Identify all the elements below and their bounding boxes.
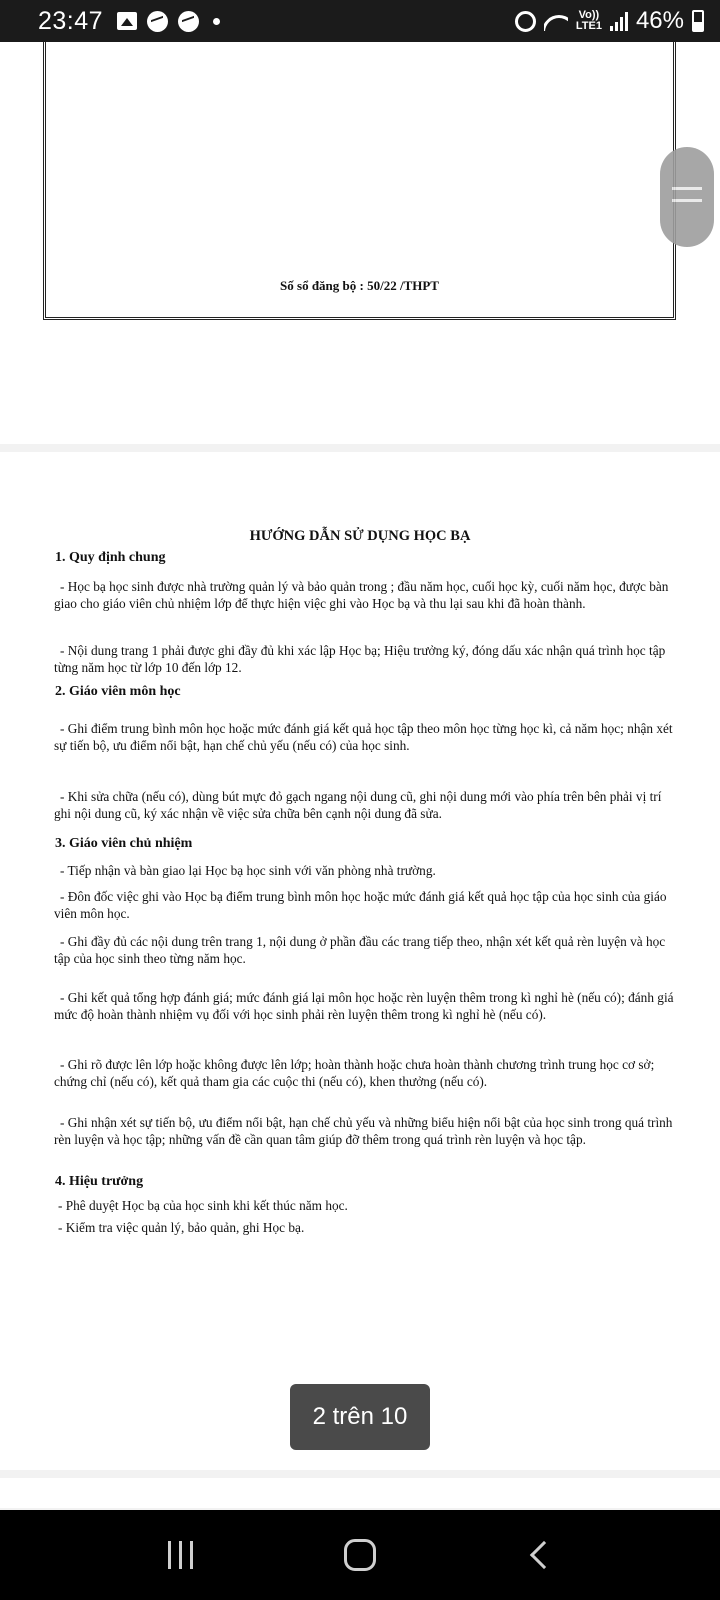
paragraph: - Nội dung trang 1 phải được ghi đầy đủ khi xác lập Học bạ; Hiệu trưởng ký, đóng dấu xác nhận quá trình học tập từng năm học từ lớp 10 đến lớp 12. xyxy=(54,643,666,675)
recent-apps-button[interactable] xyxy=(150,1530,210,1580)
network-label-bottom: LTE1 xyxy=(575,20,602,32)
document-title: HƯỚNG DẪN SỬ DỤNG HỌC BẠ xyxy=(249,528,471,544)
paragraph: - Ghi kết quả tổng hợp đánh giá; mức đánh giá lại môn học hoặc rèn luyện thêm trong kì nghỉ hè (nếu có); đánh giá mức độ hoàn thành nhiệm vụ đối với học sinh phải rèn luyện thêm trong kì nghỉ hè (nếu có). xyxy=(54,990,674,1022)
dot-icon xyxy=(213,18,220,25)
alarm-icon xyxy=(515,11,536,32)
paragraph: - Phê duyệt Học bạ của học sinh khi kết thúc năm học. xyxy=(58,1198,348,1213)
paragraph: - Học bạ học sinh được nhà trường quản lý và bảo quản trong ; đầu năm học, cuối học kỳ, cuối năm học, được bàn giao cho giáo viên chủ nhiệm lớp để thực hiện việc ghi vào Học bạ và thu lại sau khi đã hoàn thành. xyxy=(54,579,669,611)
paragraph: - Ghi điểm trung bình môn học hoặc mức đánh giá kết quả học tập theo môn học từng học kì, cả năm học; nhận xét sự tiến bộ, ưu điểm nổi bật, hạn chế chủ yếu (nếu có) của học sinh. xyxy=(54,721,673,753)
document-page-2 xyxy=(0,452,720,1470)
battery-icon xyxy=(692,10,704,32)
status-bar xyxy=(0,0,720,42)
paragraph: - Đôn đốc việc ghi vào Học bạ điểm trung bình môn học hoặc mức đánh giá kết quả học tập của học sinh của giáo viên môn học. xyxy=(54,889,667,921)
messenger-icon xyxy=(147,11,168,32)
notification-icons xyxy=(117,11,220,32)
back-button[interactable] xyxy=(510,1530,570,1580)
home-icon xyxy=(344,1539,376,1571)
paragraph: - Ghi rõ được lên lớp hoặc không được lên lớp; hoàn thành hoặc chưa hoàn thành chương trình trung học cơ sở; chứng chỉ (nếu có), kết quả tham gia các cuộc thi (nếu có), khen thưởng (nếu có). xyxy=(54,1057,655,1089)
paragraph: - Ghi nhận xét sự tiến bộ, ưu điểm nổi bật, hạn chế chủ yếu và những biểu hiện nổi bật của học sinh trong quá trình rèn luyện và học tập; những vấn đề cần quan tâm giúp đỡ thêm trong quá trình rèn luyện và học tập. xyxy=(54,1115,673,1147)
recent-apps-icon xyxy=(168,1541,193,1569)
document-page-1 xyxy=(0,42,720,444)
battery-percentage: 46% xyxy=(635,7,684,34)
scroll-handle[interactable] xyxy=(660,147,714,247)
wifi-icon xyxy=(544,11,568,31)
document-page-3 xyxy=(0,1478,720,1508)
gallery-icon xyxy=(117,12,137,30)
home-button[interactable] xyxy=(330,1530,390,1580)
section-heading: 2. Giáo viên môn học xyxy=(55,684,181,699)
paragraph: - Kiểm tra việc quản lý, bảo quản, ghi Học bạ. xyxy=(58,1220,305,1235)
paragraph: - Khi sửa chữa (nếu có), dùng bút mực đỏ gạch ngang nội dung cũ, ghi nội dung mới vào phía trên bên phải vị trí ghi nội dung cũ, ký xác nhận về việc sửa chữa bên cạnh nội dung đã sửa. xyxy=(54,789,662,821)
system-icons xyxy=(515,7,704,35)
messenger-icon xyxy=(178,11,199,32)
paragraph: - Tiếp nhận và bàn giao lại Học bạ học sinh với văn phòng nhà trường. xyxy=(60,863,436,878)
network-type xyxy=(576,10,602,32)
section-heading: 3. Giáo viên chủ nhiệm xyxy=(55,836,193,851)
cover-frame xyxy=(43,42,676,320)
network-label-top: Vo)) xyxy=(578,9,600,21)
section-heading: 1. Quy định chung xyxy=(55,550,166,565)
status-time: 23:47 xyxy=(38,6,104,35)
paragraph: - Ghi đầy đủ các nội dung trên trang 1, nội dung ở phần đầu các trang tiếp theo, nhận xét kết quả rèn luyện và học tập của học sinh theo từng năm học. xyxy=(54,934,666,966)
registration-number: Số sổ đăng bộ : 50/22 /THPT xyxy=(280,278,439,293)
navigation-bar xyxy=(0,1510,720,1600)
back-icon xyxy=(530,1541,558,1569)
section-heading: 4. Hiệu trưởng xyxy=(55,1174,144,1189)
page-indicator: 2 trên 10 xyxy=(290,1384,430,1450)
signal-icon xyxy=(610,11,628,31)
